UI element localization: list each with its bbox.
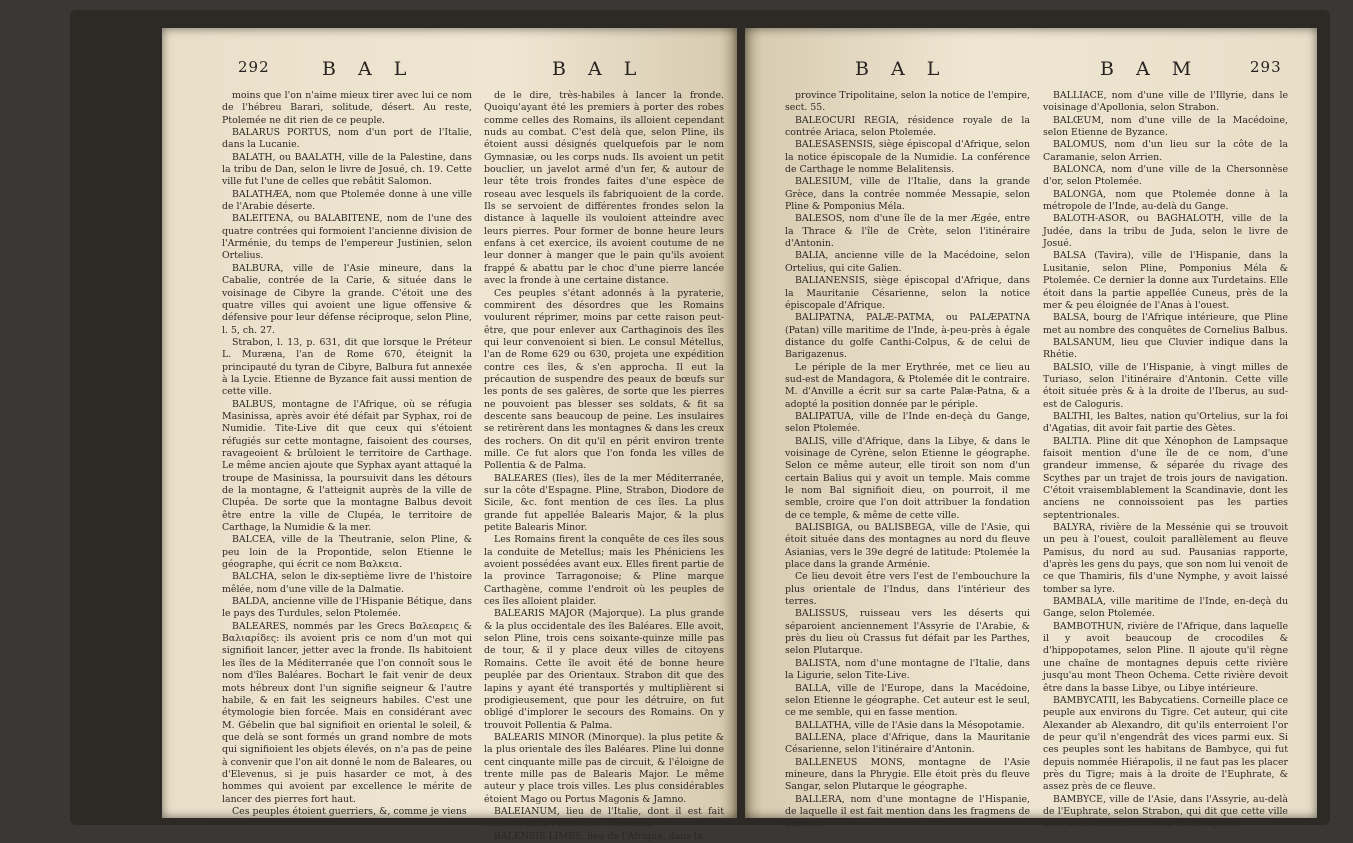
entry-paragraph: BALEIANUM, lieu de l'Italie, dont il est fait mention dans l'itinéraire d'Antonin.	[484, 805, 724, 830]
entry-paragraph: BALISBIGA, ou BALISBEGA, ville de l'Asie, qui étoit située dans des montagnes au nord du fleuve Asianias, vers le 39e degré de latitude: Ptolemée la place dans la grande Arménie.	[785, 522, 1030, 571]
entry-paragraph: BALESOS, nom d'une île de la mer Ægée, entre la Thrace & l'île de Crète, selon l'itinéraire d'Antonin.	[785, 213, 1030, 250]
entry-paragraph: BALLIACE, nom d'une ville de l'Illyrie, dans le voisinage d'Apollonia, selon Strabon.	[1043, 90, 1288, 114]
entry-paragraph: Ces peuples étoient guerriers, &, comme je viens	[232, 805, 467, 817]
entry-paragraph: BALISSUS, ruisseau vers les déserts qui séparoient anciennement l'Assyrie de l'Arabie, & près du lieu où Crassus fut défait par les Parthes, selon Plutarque.	[785, 608, 1030, 657]
entry-paragraph: BALLERA, nom d'une montagne de l'Hispanie, de laquelle il est fait mention dans les fragmens de Saluste.	[785, 793, 1030, 830]
running-head: B A L	[322, 58, 415, 80]
running-head: B A M	[1100, 58, 1200, 80]
entry-paragraph: BALSA (Tavira), ville de l'Hispanie, dans la Lusitanie, selon Pline, Pomponius Méla & Ptolemée. Ce dernier la donne aux Turdetains. Elle étoit dans la partie appellée Cuneus, près de la mer & peu éloignée de l'Anas à l'ouest.	[1043, 250, 1288, 311]
entry-paragraph: BALCEA, ville de la Theutranie, selon Pline, & peu loin de la Propontide, selon Etienne le géographe, qui écrit ce nom Βαλκεια.	[222, 534, 472, 571]
entry-paragraph: Le périple de la mer Erythrée, met ce lieu au sud-est de Mandagora, & Ptolemée dit le contraire. M. d'Anville a écrit sur sa carte Palæ-Patna, & a adopté la position donnée par le périple.	[785, 361, 1030, 410]
entry-paragraph: BALIPATNA, PALÆ-PATMA, ou PALÆPATNA (Patan) ville maritime de l'Inde, à-peu-près à égale distance du golfe Canthi-Colpus, & de celui de Barigazenus.	[785, 312, 1030, 361]
entry-paragraph: de le dire, très-habiles à lancer la fronde. Quoiqu'ayant été les premiers à porter des robes comme celles des Romains, ils alloient cependant nuds au combat. C'est delà que, selon Pline, ils étoient aussi désignés quelquefois par le nom Gymnasiæ, ou les corps nuds. Ils avoient un petit bouclier, un javelot armé d'un fer, & autour de leur tête trois frondes faites d'une espèce de roseau avec lesquels ils fabriquoient de la corde. Ils se servoient de différentes frondes selon la distance à laquelle ils vouloient atteindre avec leurs pierres. Pour former de bonne heure leurs enfans à cet exercice, ils avoient coutume de ne leur donner à manger que le pain qu'ils avoient frappé & abattu par le choc d'une pierre lancée avec la fronde à une certaine distance.	[484, 90, 724, 287]
entry-paragraph: BALYRA, rivière de la Messénie qui se trouvoit un peu à l'ouest, couloit parallèlement au fleuve Pamisus, du nord au sud. Pausanias rapporte, d'après les gens du pays, que son nom lui venoit de ce que Thamiris, fils d'une Nymphe, y avoit laissé tomber sa lyre.	[1043, 522, 1288, 595]
entry-paragraph: BALCHA, selon le dix-septième livre de l'histoire mêlée, nom d'une ville de la Dalmatie.	[222, 571, 472, 595]
entry-paragraph: BALSIO, ville de l'Hispanie, à vingt milles de Turiaso, selon l'itinéraire d'Antonin. Cette ville étoit située près & à la droite de l'Iberus, au sud-est de Caloguris.	[1043, 361, 1288, 410]
entry-paragraph: BALBUS, montagne de l'Afrique, où se réfugia Masinissa, après avoir été défait par Syphax, roi de Numidie. Tite-Live dit que ceux qui s'étoient réfugiés sur cette montagne, faisoient des courses, ravageoient & brûloient le territoire de Carthage. Le même ancien ajoute que Syphax ayant attaqué la troupe de Masinissa, la poursuivit dans les détours de la montagne, & l'atteignit auprès de la ville de Clupéa. De sorte que la montagne Balbus devoit être entre la ville de Clupéa, le territoire de Carthage, la Numidie & la mer.	[222, 398, 472, 534]
left-page-header	[162, 46, 737, 82]
entry-paragraph: BALIS, ville d'Afrique, dans la Libye, & dans le voisinage de Cyrène, selon Etienne le géographe. Selon ce même auteur, elle tiroit son nom d'un certain Balius qui y avoit un temple. Mais comme le nom Bal signifioit dieu, on pourroit, il me semble, croire que l'on doit attribuer la fondation de ce temple, & même de cette ville.	[785, 435, 1030, 521]
text-column-2	[484, 90, 724, 843]
entry-paragraph: BALONGA, nom que Ptolemée donne à la métropole de l'Inde, au-delà du Gange.	[1043, 188, 1288, 213]
entry-paragraph: BALOTH-ASOR, ou BAGHALOTH, ville de la Judée, dans la tribu de Juda, selon le livre de Josué.	[1043, 213, 1288, 250]
entry-paragraph: BALIPATUA, ville de l'Inde en-deçà du Gange, selon Ptolemée.	[785, 410, 1030, 435]
entry-paragraph: BALOMUS, nom d'un lieu sur la côte de la Caramanie, selon Arrien.	[1043, 139, 1288, 163]
running-head: B A L	[855, 58, 948, 80]
entry-paragraph: BALTIA. Pline dit que Xénophon de Lampsaque faisoit mention d'une île de ce nom, d'une grandeur immense, & séparée du rivage des Scythes par un trajet de trois jours de navigation. C'étoit vraisemblablement la Scandinavie, dont les anciens ne connoissoient pas les parties septentrionales.	[1043, 435, 1288, 521]
entry-paragraph: BALATHÆA, nom que Ptolemée donne à une ville de l'Arabie déserte.	[222, 188, 472, 213]
entry-paragraph: BALŒUM, nom d'une ville de la Macédoine, selon Etienne de Byzance.	[1043, 114, 1288, 139]
entry-paragraph: Ces peuples s'étant adonnés à la pyraterie, commirent des désordres que les Romains voulurent réprimer, moins par cette raison peut-être, que pour enlever aux Carthaginois des îles qui leur convenoient si bien. Le consul Métellus, l'an de Rome 629 ou 630, projeta une expédition contre ces îles, & s'en approcha. Il eut la précaution de suspendre des peaux de bœufs sur les ponts de ses galères, de sorte que les pierres ne pouvoient pas blesser ses soldats, & fit sa descente sans beaucoup de peine. Les insulaires se retirèrent dans les montagnes & dans les creux des rochers. On dit qu'il en périt environ trente mille. Ce fut alors que l'on fonda les villes de Pollentia & de Palma.	[484, 287, 724, 472]
entry-paragraph: BAMBYCE, ville de l'Asie, dans l'Assyrie, au-delà de l'Euphrate, selon Strabon, qui dit que cette ville étoit aussi nommée Edessa & Hiérapolis.	[1043, 793, 1288, 830]
entry-paragraph: BALENSIS LIMES, lieu de l'Afrique, dans la	[494, 830, 703, 842]
entry-paragraph: BAMBYCATII, les Babycatiens. Corneille place ce peuple aux environs du Tigre. Cet auteur, qui cite Alexander ab Alexandro, dit qu'ils enterroient l'or de peur qu'il n'engendrât des vices parmi eux. Si ces peuples sont les habitans de Bambyce, qui fut depuis nommée Hiérapolis, il ne faut pas les placer près du Tigre; mais à la droite de l'Euphrate, & assez près de ce fleuve.	[1043, 694, 1288, 793]
left-page	[162, 28, 737, 842]
entry-paragraph: Les Romains firent la conquête de ces îles sous la conduite de Metellus; mais les Phéniciens les avoient possédées avant eux. Elles firent partie de la province Tarragonoise; & Pline marque Carthagène, comme l'endroit où les peuples de ces îles alloient plaider.	[484, 534, 724, 608]
text-column-2	[1043, 90, 1288, 831]
entry-paragraph: BALEARIS MINOR (Minorque). la plus petite & la plus orientale des îles Baléares. Pline lui donne cent cinquante mille pas de circuit, & l'éloigne de trente mille pas de Balearis Major. Le même auteur y place trois villes. Les plus considérables étoient Mago ou Portus Magonis & Jamno.	[484, 731, 724, 805]
entry-paragraph: BALLENA, place d'Afrique, dans la Mauritanie Césarienne, selon l'itinéraire d'Antonin.	[785, 731, 1030, 756]
entry-paragraph: BAMBALA, ville maritime de l'Inde, en-deçà du Gange, selon Ptolemée.	[1043, 596, 1288, 620]
right-page	[745, 28, 1317, 830]
entry-paragraph: BALEARES (Iles), îles de la mer Méditerranée, sur la côte d'Espagne. Pline, Strabon, Diodore de Sicile, &c. font mention de ces îles. La plus grande fut appellée Balearis Major, & la plus petite Balearis Minor.	[484, 472, 724, 534]
entry-paragraph: BALESIUM, ville de l'Italie, dans la grande Grèce, dans la contrée nommée Messapie, selon Pline & Pomponius Méla.	[785, 176, 1030, 213]
entry-paragraph: BALLA, ville de l'Europe, dans la Macédoine, selon Etienne le géographe. Cet auteur est le seul, ce me semble, qui en fasse mention.	[785, 682, 1030, 719]
entry-paragraph: moins que l'on n'aime mieux tirer avec lui ce nom de l'hébreu Barari, solitude, désert. Au reste, Ptolemée ne dit rien de ce peuple.	[222, 90, 472, 126]
entry-paragraph: BALTHI, les Baltes, nation qu'Ortelius, sur la foi d'Agatias, dit avoir fait partie des Gètes.	[1043, 410, 1288, 435]
entry-paragraph: BALSA, bourg de l'Afrique intérieure, que Pline met au nombre des conquêtes de Cornelius Balbus.	[1043, 312, 1288, 336]
entry-paragraph: BALDA, ancienne ville de l'Hispanie Bétique, dans le pays des Turdules, selon Ptolemée.	[222, 596, 472, 620]
page-number: 293	[1250, 58, 1282, 76]
entry-paragraph: BALATH, ou BAALATH, ville de la Palestine, dans la tribu de Dan, selon le livre de Josué, ch. 19. Cette ville fut l'une de celles que rebâtit Salomon.	[222, 151, 472, 188]
entry-paragraph: province Tripolitaine, selon la notice de l'empire, sect. 55.	[785, 90, 1030, 114]
entry-paragraph: Strabon, l. 13, p. 631, dit que lorsque le Préteur L. Muræna, l'an de Rome 670, éteignit la principauté du tyran de Cibyre, Balbura fut annexée à la Lycie. Etienne de Byzance fait aussi mention de cette ville.	[222, 336, 472, 398]
entry-paragraph: BALEITENA, ou BALABITENE, nom de l'une des quatre contrées qui formoient l'ancienne division de l'Arménie, du temps de l'empereur Justinien, selon Ortelius.	[222, 213, 472, 262]
entry-paragraph: BALSANUM, lieu que Cluvier indique dans la Rhétie.	[1043, 336, 1288, 361]
entry-paragraph: BAMBOTHUN, rivière de l'Afrique, dans laquelle il y avoit beaucoup de crocodiles & d'hippopotames, selon Pline. Il ajoute qu'il règne une chaîne de montagnes depuis cette rivière jusqu'au mont Theon Ochema. Cette rivière devoit être dans la basse Libye, ou Libye intérieure.	[1043, 620, 1288, 694]
running-head: B A L	[552, 58, 645, 80]
book-spread	[70, 10, 1330, 842]
right-page-header	[745, 46, 1317, 82]
entry-paragraph: BALLATHA, ville de l'Asie dans la Mésopotamie.	[795, 719, 1025, 731]
entry-paragraph: BALBURA, ville de l'Asie mineure, dans la Cabalie, contrée de la Carie, & située dans le voisinage de Cibyre la grande. C'étoit une des quatre villes qui avoient une ligue offensive & défensive pour leur défense réciproque, selon Pline, l. 5, ch. 27.	[222, 262, 472, 336]
text-column-1	[785, 90, 1030, 831]
page-number: 292	[238, 58, 270, 76]
entry-paragraph: BALONCA, nom d'une ville de la Chersonnèse d'or, selon Ptolemée.	[1043, 164, 1288, 188]
entry-paragraph: BALEARIS MAJOR (Majorque). La plus grande & la plus occidentale des îles Baléares. Elle avoit, selon Pline, trois cens soixante-quinze mille pas de tour, & il y place deux villes de citoyens Romains. Cette île avoit été de bonne heure peuplée par des Orientaux. Strabon dit que des lapins y ayant été transportés y multiplièrent si prodigieusement, que pour les détruire, on fut obligé d'implorer le secours des Romains. On y trouvoit Pollentia & Palma.	[484, 608, 724, 731]
entry-paragraph: BALESASENSIS, siège épiscopal d'Afrique, selon la notice épiscopale de la Numidie. La conférence de Carthage le nomme Belalitensis.	[785, 139, 1030, 176]
entry-paragraph: BALARUS PORTUS, nom d'un port de l'Italie, dans la Lucanie.	[222, 127, 472, 151]
entry-paragraph: BALEARES, nommés par les Grecs Βαλεαρεις & Βαλιαρίδες: ils avoient pris ce nom d'un mot qui signifioit lancer, jetter avec la fronde. Ils habitoient les îles de la Méditerranée que l'on connoît sous le nom d'îles Baléares. Bochart le fait venir de deux mots hébreux dont l'un signifie seigneur & l'autre habile, & en fait les seigneurs habiles. C'est une étymologie bien forcée. Mais en considérant avec M. Gébelin que bal signifioit en oriental le soleil, & que delà se sont formés un grand nombre de mots qui signifioient les objets élevés, on n'a pas de peine à convenir que l'on ait donné le nom de Baleares, ou d'Elevenus, si je puis hasarder ce mot, à des hommes qui avoient par excellence le mérite de lancer des pierres fort haut.	[222, 620, 472, 805]
entry-paragraph: BALEOCURI REGIA, résidence royale de la contrée Ariaca, selon Ptolemée.	[785, 114, 1030, 139]
entry-paragraph: BALIA, ancienne ville de la Macédoine, selon Ortelius, qui cite Galien.	[785, 250, 1030, 274]
entry-paragraph: BALISTA, nom d'une montagne de l'Italie, dans la Ligurie, selon Tite-Live.	[785, 657, 1030, 682]
entry-paragraph: BALLENEUS MONS, montagne de l'Asie mineure, dans la Phrygie. Elle étoit près du fleuve Sangar, selon Plutarque le géographe.	[785, 756, 1030, 793]
text-column-1	[222, 90, 472, 818]
entry-paragraph: Ce lieu devoit être vers l'est de l'embouchure la plus orientale de l'Indus, dans l'intérieur des terres.	[785, 571, 1030, 608]
entry-paragraph: BALIANENSIS, siège épiscopal d'Afrique, dans la Mauritanie Césarienne, selon la notice épiscopale d'Afrique.	[785, 275, 1030, 311]
